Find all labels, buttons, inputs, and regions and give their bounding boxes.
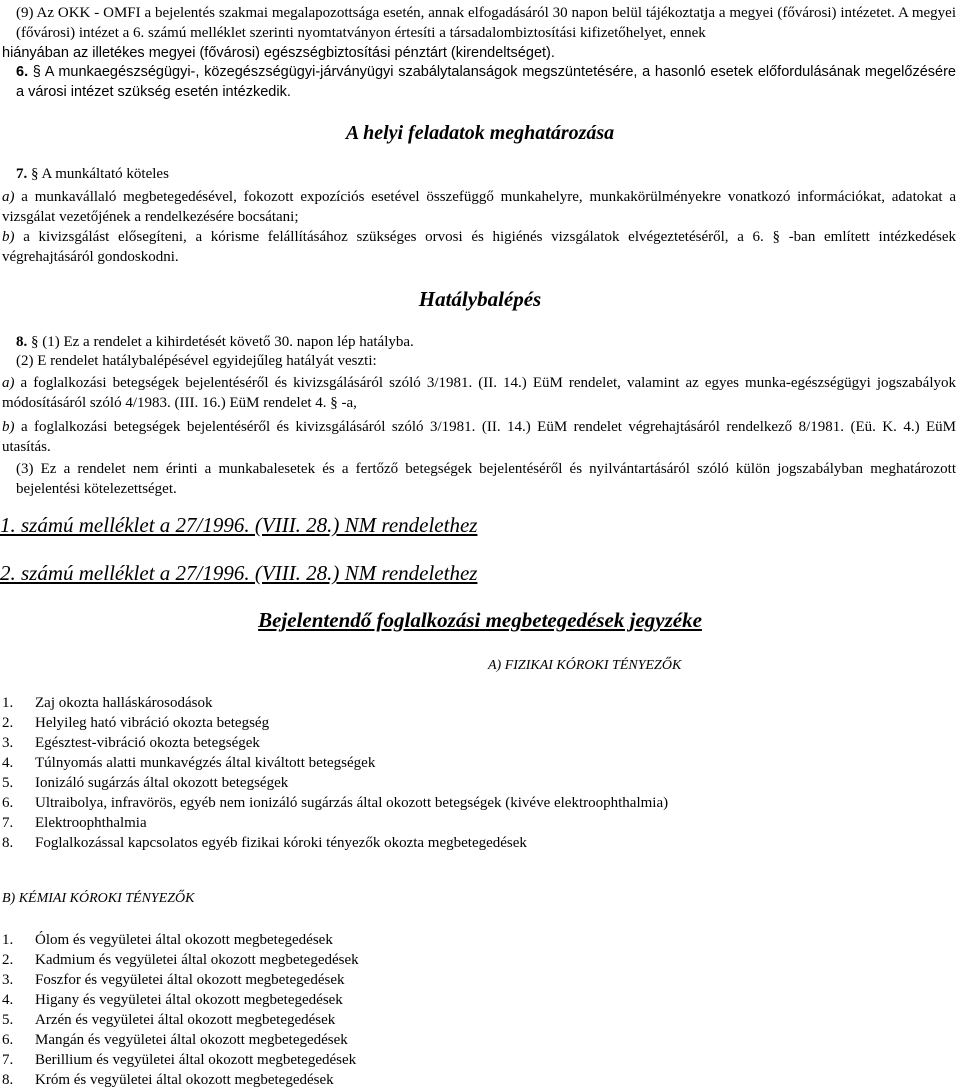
paragraph-8-2b: b) a foglalkozási betegségek bejelentéséről és kivizsgálásáról szóló 3/1981. (II. 14.) EüM rendelet végrehajtásáról rendelkező 8/1981. (Eü. K. 4.) EüM utasítás.	[2, 419, 956, 455]
list-item-number: 4.	[2, 992, 14, 1008]
paragraph-6: 6. § A munkaegészségügyi-, közegészségügyi-járványügyi szabálytalanságok megszüntetésére, a hasonló esetek előfordulásának megelőzésére a városi intézet szükség esetén intézkedik.	[16, 64, 956, 100]
paragraph-9: (9) Az OKK - OMFI a bejelentés szakmai megalapozottsága esetén, annak elfogadásáról 30 napon belül tájékoztatja a megyei (fővárosi) intézetet. A megyei (fővárosi) intézet a 6. számú melléklet szerinti nyomtatványon értesíti a társadalombiztosítási kifizetőhelyet, ennek	[16, 5, 956, 41]
paragraph-7b: b) a kivizsgálást elősegíteni, a kórisme felállításához szükséges orvosi és higiénés vizsgálatok elvégeztetéséről, a 6. § -ban említett intézkedések végrehajtásáról gondoskodni.	[2, 229, 956, 265]
list-item-text: Higany és vegyületei által okozott megbetegedések	[35, 992, 343, 1008]
group-b-heading: B) KÉMIAI KÓROKI TÉNYEZŐK	[2, 891, 195, 906]
list-item-text: Króm és vegyületei által okozott megbetegedések	[35, 1072, 334, 1088]
list-item-number: 1.	[2, 932, 14, 948]
list-item-text: Kadmium és vegyületei által okozott megbetegedések	[35, 952, 359, 968]
list-item-text: Foszfor és vegyületei által okozott megbetegedések	[35, 972, 345, 988]
list-item-text: Arzén és vegyületei által okozott megbetegedések	[35, 1012, 336, 1028]
paragraph-8-1: 8. § (1) Ez a rendelet a kihirdetését követő 30. napon lép hatályba.	[16, 334, 414, 350]
paragraph-7a: a) a munkavállaló megbetegedésével, fokozott expozíciós esetével összefüggő munkahelyre, munkakörülményekre vonatkozó információkat, adatokat a vizsgálat vezetőjének a rendelkezésére bocsátani;	[2, 189, 956, 225]
group-b-item	[2, 1070, 754, 1090]
group-a-item	[2, 773, 754, 793]
group-b-item	[2, 930, 754, 950]
list-item-text: Helyileg ható vibráció okozta betegség	[35, 715, 270, 731]
list-item-number: 5.	[2, 1012, 14, 1028]
group-a-item	[2, 833, 754, 853]
list-item-number: 6.	[2, 795, 14, 811]
list-item-text: Ultraibolya, infravörös, egyéb nem ionizáló sugárzás által okozott betegségek (kivéve elektroophthalmia)	[35, 795, 669, 811]
section-sign: §	[32, 64, 41, 80]
list-item-number: 3.	[2, 972, 14, 988]
group-a-item	[2, 753, 754, 773]
list-item-number: 2.	[2, 952, 14, 968]
group-a-list	[2, 693, 754, 853]
list-item-text: Mangán és vegyületei által okozott megbetegedések	[35, 1032, 348, 1048]
group-b-item	[2, 950, 754, 970]
list-item-text: Ionizáló sugárzás által okozott betegségek	[35, 775, 289, 791]
heading-effect: Hatálybalépés	[418, 287, 542, 311]
group-b-item	[2, 990, 754, 1010]
group-a-item	[2, 813, 754, 833]
paragraph-7-intro: 7. § A munkáltató köteles	[16, 166, 169, 182]
list-item-text: Túlnyomás alatti munkavégzés által kiváltott betegségek	[35, 755, 376, 771]
list-item-text: Ólom és vegyületei által okozott megbetegedések	[35, 932, 333, 948]
paragraph-8-3: (3) Ez a rendelet nem érinti a munkabalesetek és a fertőző betegségek bejelentéséről és nyilvántartásáról szóló külön jogszabályban meghatározott bejelentési kötelezettséget.	[16, 461, 956, 497]
list-item-text: Berillium és vegyületei által okozott megbetegedések	[35, 1052, 357, 1068]
list-item-number: 1.	[2, 695, 14, 711]
group-a-item	[2, 793, 754, 813]
paragraph-fill: hiányában az illetékes megyei (fővárosi) egészségbiztosítási pénztárt (kirendeltséget).	[2, 45, 555, 61]
list-item-number: 6.	[2, 1032, 14, 1048]
list-item-number: 2.	[2, 715, 14, 731]
heading-local-tasks: A helyi feladatok meghatározása	[345, 122, 615, 144]
annex-1-title: 1. számú melléklet a 27/1996. (VIII. 28.) NM rendelethez	[0, 513, 478, 537]
group-b-item	[2, 1030, 754, 1050]
group-a-heading: A) FIZIKAI KÓROKI TÉNYEZŐK	[488, 658, 682, 673]
group-b-item	[2, 1050, 754, 1070]
section-sign: §	[772, 229, 780, 245]
paragraph-8-2a: a) a foglalkozási betegségek bejelentéséről és kivizsgálásáról szóló 3/1981. (II. 14.) EüM rendelet, valamint az egyes munka-egészségügyi jogszabályok módosításáról szóló 4/1983. (III. 16.) EüM rendelet 4. § -a,	[2, 375, 956, 411]
group-a-item	[2, 693, 754, 713]
group-a-item	[2, 713, 754, 733]
annex-2-title: 2. számú melléklet a 27/1996. (VIII. 28.) NM rendelethez	[0, 561, 478, 585]
list-item-text: Egésztest-vibráció okozta betegségek	[35, 735, 260, 751]
list-item-number: 8.	[2, 835, 14, 851]
list-title: Bejelentendő foglalkozási megbetegedések jegyzéke	[258, 608, 702, 632]
list-item-number: 5.	[2, 775, 14, 791]
group-b-item	[2, 1010, 754, 1030]
group-b-list	[2, 930, 754, 1090]
list-item-text: Foglalkozással kapcsolatos egyéb fizikai kóroki tényezők okozta megbetegedések	[35, 835, 527, 851]
list-item-text: Zaj okozta halláskárosodások	[35, 695, 213, 711]
list-item-number: 7.	[2, 1052, 14, 1068]
section-sign: §	[31, 166, 39, 182]
list-item-number: 4.	[2, 755, 14, 771]
section-sign: §	[31, 334, 39, 350]
section-sign: §	[330, 395, 338, 411]
paragraph-8-2: (2) E rendelet hatálybalépésével egyidejűleg hatályát veszti:	[16, 353, 377, 369]
list-item-number: 8.	[2, 1072, 14, 1088]
list-item-number: 3.	[2, 735, 14, 751]
list-item-text: Elektroophthalmia	[35, 815, 147, 831]
group-b-item	[2, 970, 754, 990]
list-item-number: 7.	[2, 815, 14, 831]
group-a-item	[2, 733, 754, 753]
